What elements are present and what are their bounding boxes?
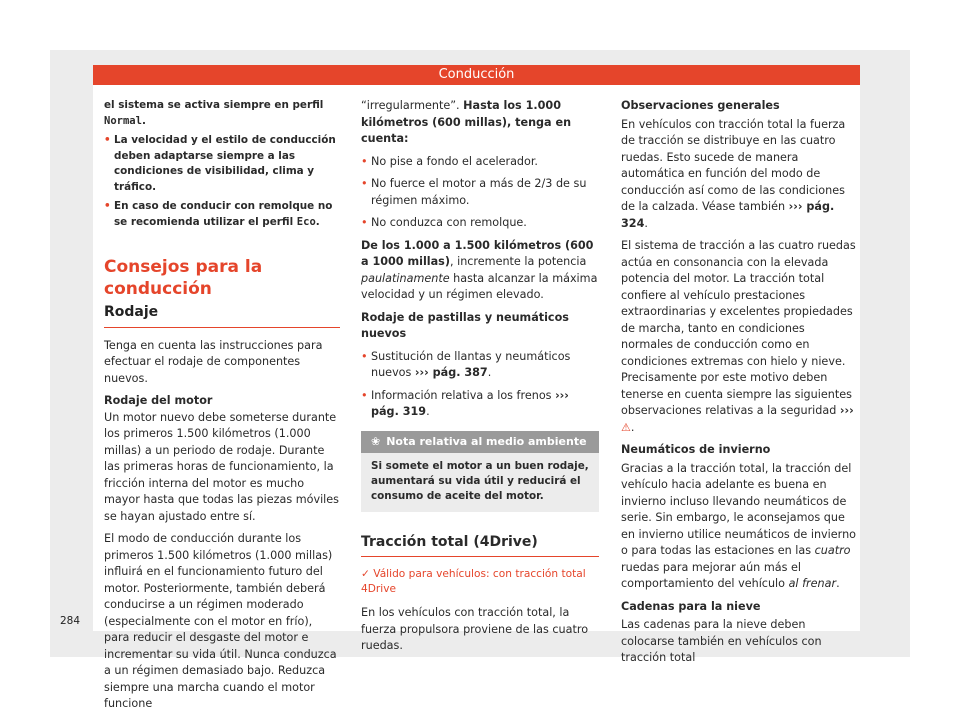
paragraph: Tenga en cuenta las instrucciones para efectuar el rodaje de componentes nuevos. <box>104 338 323 385</box>
paragraph: Gracias a la tracción total, la tracción del vehículo hacia adelante es buena en invierno incluso llevando neumáticos de serie. Sin embargo, le aconsejamos que en invierno utilice neumáticos de invierno o para todas las estaciones en las cuatro ruedas para mejorar aún más el comportamiento del vehículo al frenar. <box>621 461 857 590</box>
intro-bullet-1: • La velocidad y el estilo de conducción deben adaptarse siempre a las condiciones de visibilidad, clima y tráfico. <box>104 134 336 193</box>
page-number: 284 <box>60 615 81 627</box>
heading-pads: Rodaje de pastillas y neumáticos nuevos <box>361 310 569 340</box>
environment-icon: ❀ <box>371 434 381 448</box>
code-eco: Eco <box>296 215 316 228</box>
paragraph: “irregularmente”. Hasta los 1.000 kilómetros (600 millas), tenga en cuenta: <box>361 99 572 145</box>
heading-snow-chains: Cadenas para la nieve <box>621 599 761 613</box>
list-item: • No pise a fondo el acelerador. <box>361 154 599 171</box>
check-icon: ✓ <box>361 568 370 580</box>
warning-reference-link[interactable]: ››› <box>839 404 854 417</box>
list-item: • No fuerce el motor a más de 2/3 de su régimen máximo. <box>361 177 587 207</box>
bullet-dot: • <box>361 216 368 229</box>
page-reference-link[interactable]: ››› pág. 319 <box>371 388 569 418</box>
page-reference-link[interactable]: ››› pág. 324 <box>621 200 835 230</box>
bullet-dot: • <box>361 349 368 363</box>
bullet-dot: • <box>104 134 111 146</box>
traction-section-title: Tracción total (4Drive) <box>361 526 599 558</box>
paragraph: En los vehículos con tracción total, la fuerza propulsora proviene de las cuatro ruedas. <box>361 606 589 652</box>
column-right <box>621 98 860 673</box>
bullet-dot: • <box>361 177 368 190</box>
environment-note-box <box>361 431 599 512</box>
bullet-dot: • <box>361 388 368 402</box>
bullet-dot: • <box>361 154 368 168</box>
intro-bullet-2: • En caso de conducir con remolque no se recomienda utilizar el perfil Eco. <box>104 200 333 228</box>
paragraph: De los 1.000 a 1.500 kilómetros (600 a 1000 millas), incremente la potencia paulatinamente hasta alcanzar la máxima velocidad y un régimen elevado. <box>361 238 598 301</box>
section-title: Consejos para la conducción <box>104 257 263 299</box>
list-item: • Información relativa a los frenos ››› pág. 319. <box>361 388 569 418</box>
bullet-dot: • <box>104 200 111 212</box>
intro-block <box>104 98 340 230</box>
paragraph: El sistema de tracción a las cuatro ruedas actúa en consonancia con la elevada potencia del motor. La tracción total confiere al vehículo prestaciones extraordinarias y excelentes propiedades de marcha, tanto en condiciones normales de conducción como en condiciones extremas con hielo y nieve. Precisamente por este motivo deben tenerse en cuenta siempre las siguientes observaciones relativas a la seguridad ››› ⚠. <box>621 238 860 436</box>
heading-motor: Rodaje del motor <box>104 394 213 407</box>
paragraph: El modo de conducción durante los primeros 1.500 kilómetros (1.000 millas) influirá en el funcionamiento futuro del motor. Posteriormente, también deberá conducirse a un régimen moderado (especialmente con el motor en frío), para reducir el desgaste del motor e incrementar su vida útil. Nunca conduzca a un régimen demasiado bajo. Reduzca siempre una marcha cuando el motor funcione <box>104 532 337 710</box>
paragraph: En vehículos con tracción total la fuerza de tracción se distribuye en las cuatro ruedas. Esto sucede de manera automática en función del modo de conducción así como de las condiciones de la calzada. Véase también ››› pág. 324. <box>621 117 846 230</box>
intro-paragraph: el sistema se activa siempre en perfil Normal. <box>104 99 324 127</box>
page-reference-link[interactable]: ››› pág. 387 <box>414 366 488 379</box>
column-left <box>104 98 340 719</box>
chapter-header: Conducción <box>93 65 860 85</box>
paragraph: Las cadenas para la nieve deben colocarse también en vehículos con tracción total <box>621 618 822 664</box>
validity-note: ✓ Válido para vehículos: con tracción total 4Drive <box>361 568 586 595</box>
list-item: • Sustitución de llantas y neumáticos nuevos ››› pág. 387. <box>361 349 571 379</box>
column-middle <box>361 98 599 661</box>
code-normal: Normal <box>104 114 142 127</box>
warning-triangle-icon: ⚠ <box>621 420 631 434</box>
list-item: • No conduzca con remolque. <box>361 215 599 232</box>
paragraph: Un motor nuevo debe someterse durante los primeros 1.500 kilómetros (1.000 millas) a un periodo de rodaje. Durante las primeras horas de funcionamiento, la fricción interna del motor es mucho mayor hasta que todas las piezas móviles se hayan ajustado entre sí. <box>104 410 339 523</box>
heading-winter-tyres: Neumáticos de invierno <box>621 443 771 456</box>
environment-note-header: ❀ Nota relativa al medio ambiente <box>361 431 599 453</box>
environment-note-body: Si somete el motor a un buen rodaje, aumentará su vida útil y reducirá el consumo de aceite del motor. <box>361 453 599 512</box>
subsection-title: Rodaje <box>104 304 340 328</box>
heading-observations: Observaciones generales <box>621 99 780 112</box>
